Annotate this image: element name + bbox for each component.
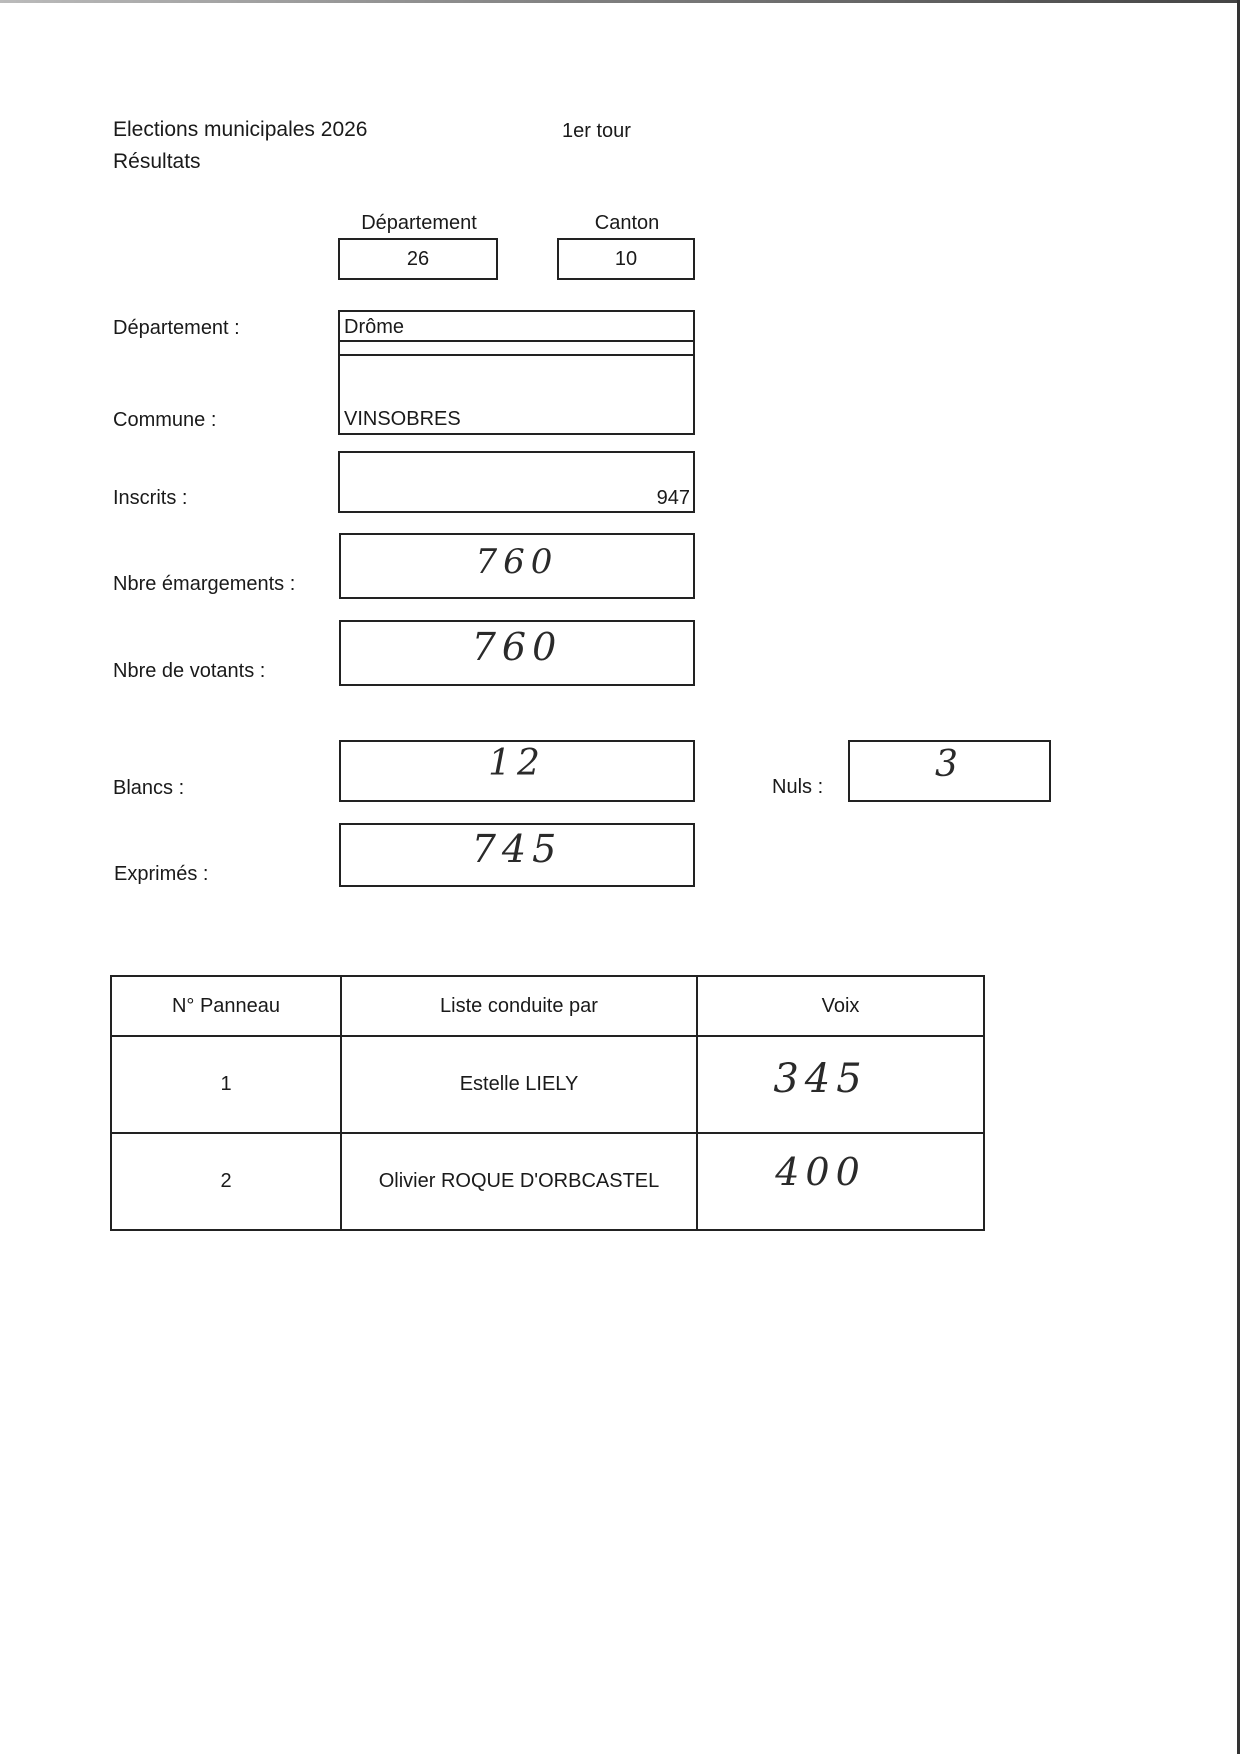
- header-panneau: N° Panneau: [111, 976, 341, 1036]
- inscrits-value: 947: [656, 487, 690, 509]
- nuls-value: 3: [935, 743, 964, 785]
- exprimes-label: Exprimés :: [114, 863, 209, 885]
- document-subtitle: Résultats: [113, 150, 201, 173]
- commune-value: VINSOBRES: [344, 408, 461, 430]
- scan-edge-top: [0, 0, 1240, 3]
- exprimes-box: [339, 823, 695, 887]
- row-liste: Estelle LIELY: [341, 1036, 697, 1133]
- row-voix-value: 400: [775, 1149, 866, 1194]
- document-title: Elections municipales 2026: [113, 118, 368, 141]
- inscrits-box: [338, 451, 695, 513]
- nuls-box: [848, 740, 1051, 802]
- inscrits-label: Inscrits :: [113, 487, 188, 509]
- commune-box: [338, 340, 695, 435]
- canton-box: [557, 238, 695, 280]
- table-row: [111, 1133, 984, 1230]
- votants-label: Nbre de votants :: [113, 660, 266, 682]
- header-voix: Voix: [697, 976, 984, 1036]
- departement-code-box: [338, 238, 498, 280]
- departement-code-value: 26: [406, 247, 430, 270]
- row-liste: Olivier ROQUE D'ORBCASTEL: [341, 1133, 697, 1230]
- departement-name-box: [338, 310, 695, 342]
- commune-box-divider: [340, 354, 693, 356]
- table-row: [111, 1036, 984, 1133]
- row-voix: [697, 1036, 984, 1133]
- results-header-row: [111, 976, 984, 1036]
- commune-label: Commune :: [113, 409, 217, 431]
- row-panneau: 2: [111, 1133, 341, 1230]
- blancs-value: 12: [488, 742, 546, 784]
- emargements-value: 760: [475, 542, 559, 582]
- results-table: [110, 975, 985, 1231]
- emargements-box: [339, 533, 695, 599]
- departement-name-value: Drôme: [344, 316, 405, 338]
- votants-box: [339, 620, 695, 686]
- departement-code-label: Département: [361, 212, 477, 234]
- row-voix-value: 345: [773, 1055, 868, 1102]
- blancs-label: Blancs :: [113, 777, 185, 799]
- header-liste: Liste conduite par: [341, 976, 697, 1036]
- row-panneau: 1: [111, 1036, 341, 1133]
- nuls-label: Nuls :: [772, 776, 824, 798]
- exprimes-value: 745: [471, 827, 563, 871]
- votants-value: 760: [471, 625, 563, 669]
- departement-label: Département :: [113, 317, 240, 339]
- round-label: 1er tour: [562, 120, 631, 142]
- canton-value: 10: [614, 247, 638, 270]
- blancs-box: [339, 740, 695, 802]
- emargements-label: Nbre émargements :: [113, 573, 296, 595]
- row-voix: [697, 1133, 984, 1230]
- canton-label: Canton: [594, 212, 660, 234]
